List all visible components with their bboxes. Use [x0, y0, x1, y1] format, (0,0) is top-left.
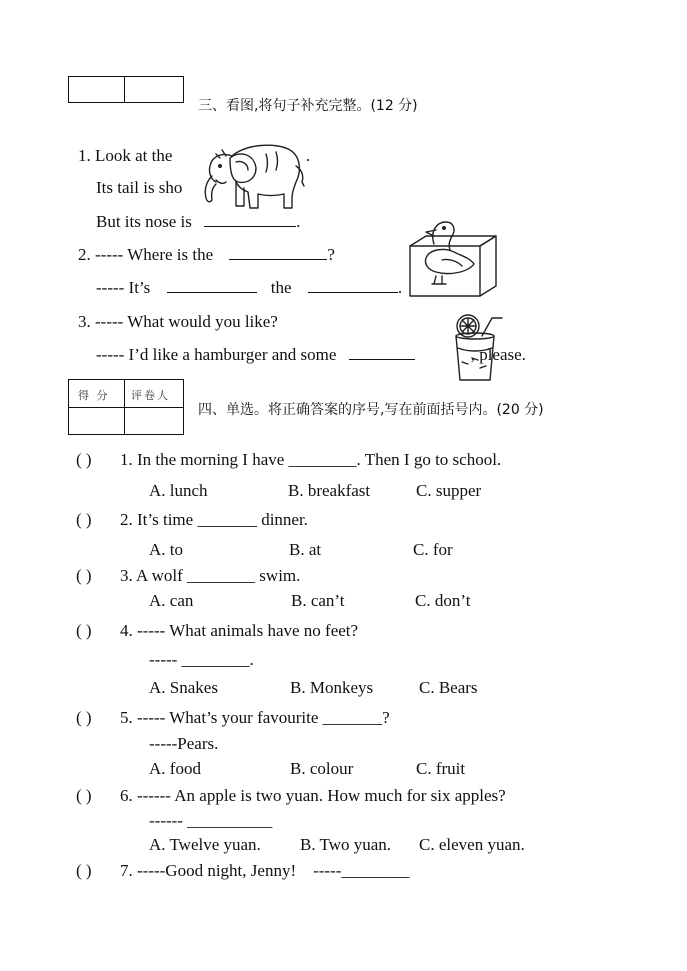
mc3-option-a: A. can [149, 591, 194, 610]
mc3-option-c: C. don’t [415, 591, 471, 610]
orange-juice-picture [448, 312, 508, 384]
q3-line2-end: , please. [470, 345, 526, 364]
mc4-paren[interactable]: ( ) [76, 621, 92, 640]
mc3-text: 3. A wolf ________ swim. [120, 566, 301, 585]
mc2-option-b: B. at [289, 540, 322, 559]
mc7-paren[interactable]: ( ) [76, 861, 92, 880]
mc2-paren[interactable]: ( ) [76, 510, 92, 529]
mc5-option-c: C. fruit [416, 759, 466, 778]
mc1-paren[interactable]: ( ) [76, 450, 92, 469]
section3-title: 三、看图,将句子补充完整。(12 分) [198, 98, 418, 114]
mc2-text: 2. It’s time _______ dinner. [120, 510, 308, 529]
q2-line1-text: 2. ----- Where is the [78, 245, 214, 264]
mc6-answer: ------ __________ [149, 811, 273, 830]
mc6-option-a: A. Twelve yuan. [149, 835, 261, 854]
q3-line2-text: ----- I’d like a hamburger and some [96, 345, 337, 364]
mc4-option-c: C. Bears [419, 678, 478, 697]
elephant-picture [196, 136, 311, 212]
q1-line3-text: But its nose is [96, 212, 192, 231]
mc4-option-b: B. Monkeys [290, 678, 374, 697]
q3-blank[interactable] [349, 345, 415, 360]
mc4-answer: ----- ________. [149, 650, 254, 669]
mc7-text: 7. -----Good night, Jenny! -----________ [120, 861, 410, 880]
q3-line1: 3. ----- What would you like? [78, 312, 278, 331]
q2-line2-b: the [270, 278, 292, 297]
mc1-text: 1. In the morning I have ________. Then I go to school. [120, 450, 502, 469]
q2-line2-end: . [397, 278, 403, 297]
q2-line1-end: ? [327, 245, 335, 264]
score-label: 得 分 [78, 389, 110, 402]
mc2-option-c: C. for [413, 540, 453, 559]
q2-line2-a: ----- It’s [96, 278, 151, 297]
q2-blank-2[interactable] [167, 278, 257, 293]
mc6-option-b: B. Two yuan. [300, 835, 392, 854]
mc4-option-a: A. Snakes [149, 678, 218, 697]
mc5-answer: -----Pears. [149, 734, 219, 753]
mc2-option-a: A. to [149, 540, 183, 559]
q1-line1: 1. Look at the [78, 146, 173, 165]
mc1-option-a: A. lunch [149, 481, 208, 500]
mc5-option-a: A. food [149, 759, 201, 778]
mc4-text: 4. ----- What animals have no feet? [120, 621, 359, 640]
mc5-text: 5. ----- What’s your favourite _______? [120, 708, 390, 727]
q2-line1 [78, 245, 335, 265]
q1-line1-end: . [306, 146, 311, 165]
mc6-paren[interactable]: ( ) [76, 786, 92, 805]
mc5-paren[interactable]: ( ) [76, 708, 92, 727]
section3-score-box [68, 76, 184, 103]
mc1-option-c: C. supper [416, 481, 482, 500]
q1-blank[interactable] [204, 212, 296, 227]
mc3-paren[interactable]: ( ) [76, 566, 92, 585]
section4-title: 四、单选。将正确答案的序号,写在前面括号内。(20 分) [198, 402, 544, 418]
mc6-option-c: C. eleven yuan. [419, 835, 525, 854]
mc6-text: 6. ------ An apple is two yuan. How much for six apples? [120, 786, 506, 805]
q2-blank-1[interactable] [229, 245, 327, 260]
q1-line2: Its tail is sho [96, 178, 183, 197]
grader-label: 评卷人 [131, 389, 170, 402]
mc1-option-b: B. breakfast [288, 481, 371, 500]
q2-line2 [96, 278, 402, 298]
duck-in-box-picture [406, 218, 502, 302]
q2-blank-3[interactable] [308, 278, 398, 293]
q1-line3: But its nose is . [96, 212, 301, 231]
mc3-option-b: B. can’t [291, 591, 345, 610]
mc5-option-b: B. colour [290, 759, 354, 778]
